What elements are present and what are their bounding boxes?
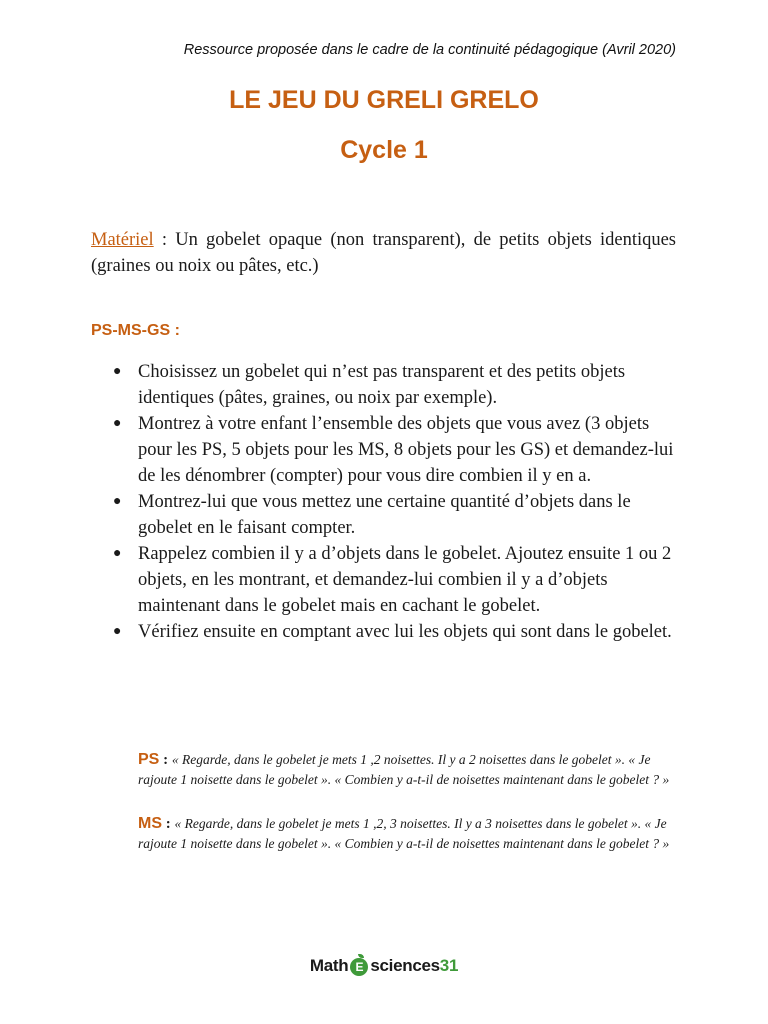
page-title: LE JEU DU GRELI GRELO <box>229 86 539 114</box>
example-ps-level: PS <box>138 751 160 768</box>
list-item <box>91 619 681 645</box>
example-ms-text: « Regarde, dans le gobelet je mets 1 ,2, 3 noisettes. Il y a 3 noisettes dans le gobelet ». « Je rajoute 1 noisette dans le gobelet ». « Combien y a-t-il de noisettes maintenant dans le gobelet ? » <box>138 816 670 851</box>
example-ps-colon: : <box>159 752 172 768</box>
step-text: Montrez-lui que vous mettez une certaine quantité d’objets dans le gobelet en le faisant compter. <box>138 492 631 538</box>
example-ms-colon: : <box>162 816 175 832</box>
footer-logo <box>0 956 768 976</box>
bullet-icon: ● <box>113 546 122 561</box>
section-title: PS-MS-GS : <box>91 322 180 339</box>
step-text: Montrez à votre enfant l’ensemble des objets que vous avez (3 objets pour les PS, 5 objets pour les MS, 8 objets pour les GS) et demandez-lui de les dénombrer (compter) pour vous dire combien il y en a. <box>138 414 674 486</box>
logo-text-number: 31 <box>439 956 459 975</box>
logo-text-math: Math <box>309 956 349 975</box>
list-item <box>91 489 681 541</box>
bullet-icon: ● <box>113 494 122 509</box>
example-ps-text: « Regarde, dans le gobelet je mets 1 ,2 noisettes. Il y a 2 noisettes dans le gobelet ». « Je rajoute 1 noisette dans le gobelet ». « Combien y a-t-il de noisettes maintenant dans le gobelet ? » <box>138 752 670 787</box>
example-ps <box>138 750 678 790</box>
step-text: Rappelez combien il y a d’objets dans le gobelet. Ajoutez ensuite 1 ou 2 objets, en les montrant, et demandez-lui combien il y a d’objets maintenant dans le gobelet mais en cachant le gobelet. <box>138 544 672 616</box>
materiel-label: Matériel <box>91 230 154 250</box>
steps-list <box>91 359 681 645</box>
bullet-icon: ● <box>113 416 122 431</box>
step-text: Vérifiez ensuite en comptant avec lui les objets qui sont dans le gobelet. <box>138 622 672 642</box>
logo-e-badge-icon: E <box>350 958 368 976</box>
materiel-paragraph <box>91 227 676 279</box>
list-item <box>91 359 681 411</box>
materiel-separator: : <box>153 230 176 250</box>
example-ms <box>138 814 678 854</box>
page-subtitle: Cycle 1 <box>340 136 428 164</box>
materiel-text: Un gobelet opaque (non transparent), de petits objets identiques (graines ou noix ou pâtes, etc.) <box>91 230 677 276</box>
list-item <box>91 411 681 489</box>
header-note: Ressource proposée dans le cadre de la continuité pédagogique (Avril 2020) <box>183 42 676 58</box>
bullet-icon: ● <box>113 624 122 639</box>
example-ms-level: MS <box>138 815 162 832</box>
step-text: Choisissez un gobelet qui n’est pas transparent et des petits objets identiques (pâtes, graines, ou noix par exemple). <box>138 362 626 408</box>
list-item <box>91 541 681 619</box>
logo-text-sciences: sciences <box>370 956 440 975</box>
bullet-icon: ● <box>113 364 122 379</box>
